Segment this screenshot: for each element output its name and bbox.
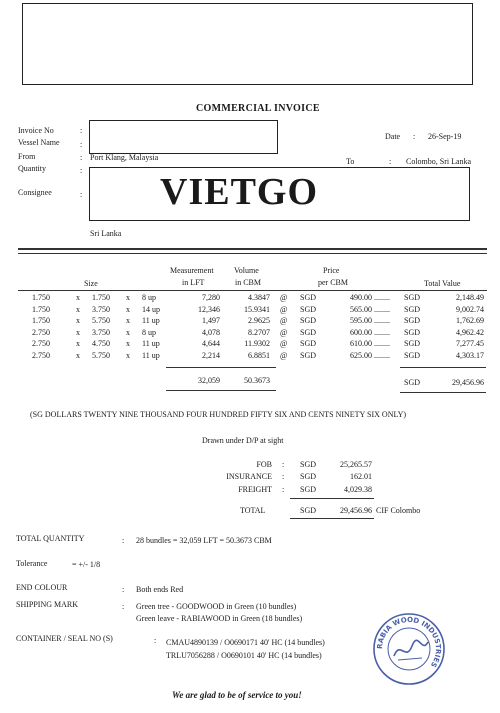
col-total-value: Total Value [424, 279, 461, 288]
shipping-mark-1: Green tree - GOODWOOD in Green (10 bundles) [136, 602, 297, 611]
size-thickness: 5.750 [92, 316, 110, 326]
leader-dots: ........ [374, 304, 390, 314]
volume-cbm: 8.2707 [248, 327, 270, 337]
colon: : [389, 157, 392, 166]
sum-lft: 32,059 [198, 376, 220, 385]
shipping-mark-label: SHIPPING MARK [16, 600, 79, 609]
size-x: x [126, 351, 130, 360]
size-x: x [126, 327, 130, 337]
header-rule [18, 253, 487, 254]
leader-dots: ........ [374, 293, 390, 302]
size-length: 11 up [142, 339, 160, 349]
size-x: x [76, 339, 80, 349]
size-x: x [126, 304, 130, 314]
size-length: 11 up [142, 351, 160, 360]
col-price-unit: per CBM [318, 278, 348, 287]
size-x: x [76, 293, 80, 302]
measurement-lft: 1,497 [202, 316, 220, 326]
from-value: Port Klang, Malaysia [90, 153, 159, 162]
total-currency: SGD [300, 506, 317, 515]
colon: : [80, 140, 83, 149]
end-colour-value: Both ends Red [136, 585, 184, 594]
tolerance-label: Tolerance [16, 559, 48, 568]
total-terms: CIF Colombo [376, 506, 421, 515]
price-per-cbm: 610.00 [350, 339, 372, 349]
size-width: 2.750 [32, 339, 50, 349]
amount-in-words: (SG DOLLARS TWENTY NINE THOUSAND FOUR HUNDRED FIFTY SIX AND CENTS NINETY SIX ONLY) [30, 410, 407, 419]
size-length: 8 up [142, 293, 156, 302]
colon: : [122, 602, 125, 611]
sum-rule-bottom [400, 392, 486, 393]
colon: : [282, 460, 285, 469]
col-measurement: Measurement [170, 266, 214, 275]
fob-currency: SGD [300, 460, 317, 469]
size-thickness: 5.750 [92, 351, 110, 360]
total-quantity-value: 28 bundles = 32,059 LFT = 50.3673 CBM [136, 536, 272, 545]
container-2: TRLU7056288 / O0690101 40' HC (14 bundles) [166, 651, 322, 660]
price-per-cbm: 565.00 [350, 304, 372, 314]
consignee-label: Consignee [18, 188, 52, 197]
header-rule [18, 248, 487, 250]
redacted-header-box [22, 3, 473, 85]
svg-text:RABIA WOOD INDUSTRIES: RABIA WOOD INDUSTRIES [375, 615, 443, 669]
summary-rule [290, 498, 374, 499]
size-thickness: 4.750 [92, 339, 110, 349]
size-thickness: 3.750 [92, 304, 110, 314]
volume-cbm: 6.8851 [248, 351, 270, 360]
shipping-mark-2: Green leave - RABIAWOOD in Green (18 bundles) [136, 614, 303, 623]
total-currency: SGD [404, 304, 421, 314]
freight-currency: SGD [300, 485, 317, 494]
size-x: x [126, 293, 130, 302]
total-currency: SGD [404, 316, 421, 326]
volume-cbm: 4.3847 [248, 293, 270, 302]
price-currency: SGD [300, 293, 317, 302]
measurement-lft: 7,280 [202, 293, 220, 302]
company-stamp [372, 612, 446, 686]
size-width: 2.750 [32, 327, 50, 337]
col-price: Price [323, 266, 340, 275]
sum-total: 29,456.96 [452, 378, 484, 387]
invoice-no-label: Invoice No [18, 126, 54, 135]
price-per-cbm: 625.00 [350, 351, 372, 360]
price-currency: SGD [300, 304, 317, 314]
size-x: x [126, 316, 130, 326]
price-currency: SGD [300, 327, 317, 337]
end-colour-label: END COLOUR [16, 583, 68, 592]
row-total: 4,962.42 [456, 327, 484, 337]
colon: : [80, 166, 83, 175]
row-total: 4,303.17 [456, 351, 484, 360]
price-per-cbm: 490.00 [350, 293, 372, 302]
measurement-lft: 4,078 [202, 327, 220, 337]
price-per-cbm: 595.00 [350, 316, 372, 326]
row-total: 9,002.74 [456, 304, 484, 314]
total-label: TOTAL [240, 506, 266, 515]
measurement-lft: 2,214 [202, 351, 220, 360]
total-currency: SGD [404, 351, 421, 360]
to-value: Colombo, Sri Lanka [406, 157, 472, 166]
at-sign: @ [280, 293, 288, 302]
volume-cbm: 15.9341 [244, 304, 270, 314]
col-volume-unit: in CBM [235, 278, 262, 287]
measurement-lft: 12,346 [198, 304, 220, 314]
colon: : [80, 190, 83, 199]
to-label: To [346, 157, 355, 166]
colon: : [122, 536, 125, 545]
price-currency: SGD [300, 316, 317, 326]
container-1: CMAU4890139 / O0690171 40' HC (14 bundles) [166, 638, 325, 647]
freight-label: FREIGHT [238, 485, 272, 494]
date-value: 26-Sep-19 [428, 132, 462, 141]
payment-terms: Drawn under D/P at sight [202, 436, 284, 445]
insurance-value: 162.01 [350, 472, 372, 481]
colon: : [80, 126, 83, 135]
footer-message: We are glad to be of service to you! [172, 690, 302, 700]
fob-label: FOB [256, 460, 272, 469]
stamp-seal-icon [372, 612, 446, 686]
total-currency: SGD [404, 339, 421, 349]
leader-dots: ........ [374, 339, 390, 349]
price-currency: SGD [300, 339, 317, 349]
insurance-label: INSURANCE [226, 472, 272, 481]
total-currency: SGD [404, 293, 421, 302]
col-size: Size [84, 279, 98, 288]
consignee-country: Sri Lanka [90, 229, 122, 238]
at-sign: @ [280, 316, 288, 326]
date-label: Date [385, 132, 401, 141]
sum-currency: SGD [404, 378, 421, 387]
row-total: 1,762.69 [456, 316, 484, 326]
size-x: x [76, 351, 80, 360]
size-width: 1.750 [32, 304, 50, 314]
size-width: 2.750 [32, 351, 50, 360]
col-volume: Volume [234, 266, 259, 275]
colon: : [154, 636, 157, 645]
colon: : [80, 153, 83, 162]
measurement-lft: 4,644 [202, 339, 220, 349]
at-sign: @ [280, 339, 288, 349]
size-x: x [76, 304, 80, 314]
at-sign: @ [280, 351, 288, 360]
size-x: x [126, 339, 130, 349]
fob-value: 25,265.57 [340, 460, 372, 469]
colon: : [413, 132, 416, 141]
page-title: COMMERCIAL INVOICE [196, 103, 320, 114]
row-total: 2,148.49 [456, 293, 484, 302]
col-measurement-unit: in LFT [182, 278, 205, 287]
table-header-rule [18, 290, 487, 291]
at-sign: @ [280, 327, 288, 337]
size-x: x [76, 327, 80, 337]
sum-cbm: 50.3673 [244, 376, 270, 385]
insurance-currency: SGD [300, 472, 317, 481]
summary-rule-bottom [290, 518, 374, 519]
size-width: 1.750 [32, 293, 50, 302]
sum-rule-bottom [166, 390, 276, 391]
quantity-label: Quantity [18, 164, 46, 173]
freight-value: 4,029.38 [344, 485, 372, 494]
from-label: From [18, 152, 36, 161]
tolerance-value: = +/- 1/8 [72, 560, 101, 569]
row-total: 7,277.45 [456, 339, 484, 349]
size-length: 11 up [142, 316, 160, 326]
at-sign: @ [280, 304, 288, 314]
total-quantity-label: TOTAL QUANTITY [16, 534, 85, 543]
price-currency: SGD [300, 351, 317, 360]
leader-dots: ........ [374, 327, 390, 337]
size-x: x [76, 316, 80, 326]
volume-cbm: 2.9625 [248, 316, 270, 326]
price-per-cbm: 600.00 [350, 327, 372, 337]
colon: : [282, 485, 285, 494]
size-width: 1.750 [32, 316, 50, 326]
size-length: 8 up [142, 327, 156, 337]
colon: : [122, 585, 125, 594]
redacted-invoice-box [89, 120, 278, 154]
leader-dots: ........ [374, 316, 390, 326]
colon: : [282, 472, 285, 481]
size-length: 14 up [142, 304, 160, 314]
vietgo-logo: VIETGO [160, 171, 319, 213]
leader-dots: ........ [374, 351, 390, 360]
sum-rule [166, 367, 276, 368]
volume-cbm: 11.9302 [244, 339, 270, 349]
total-value: 29,456.96 [340, 506, 372, 515]
size-thickness: 3.750 [92, 327, 110, 337]
container-label: CONTAINER / SEAL NO (S) [16, 634, 113, 643]
vessel-label: Vessel Name [18, 138, 60, 147]
total-currency: SGD [404, 327, 421, 337]
size-thickness: 1.750 [92, 293, 110, 302]
sum-rule [400, 367, 486, 368]
